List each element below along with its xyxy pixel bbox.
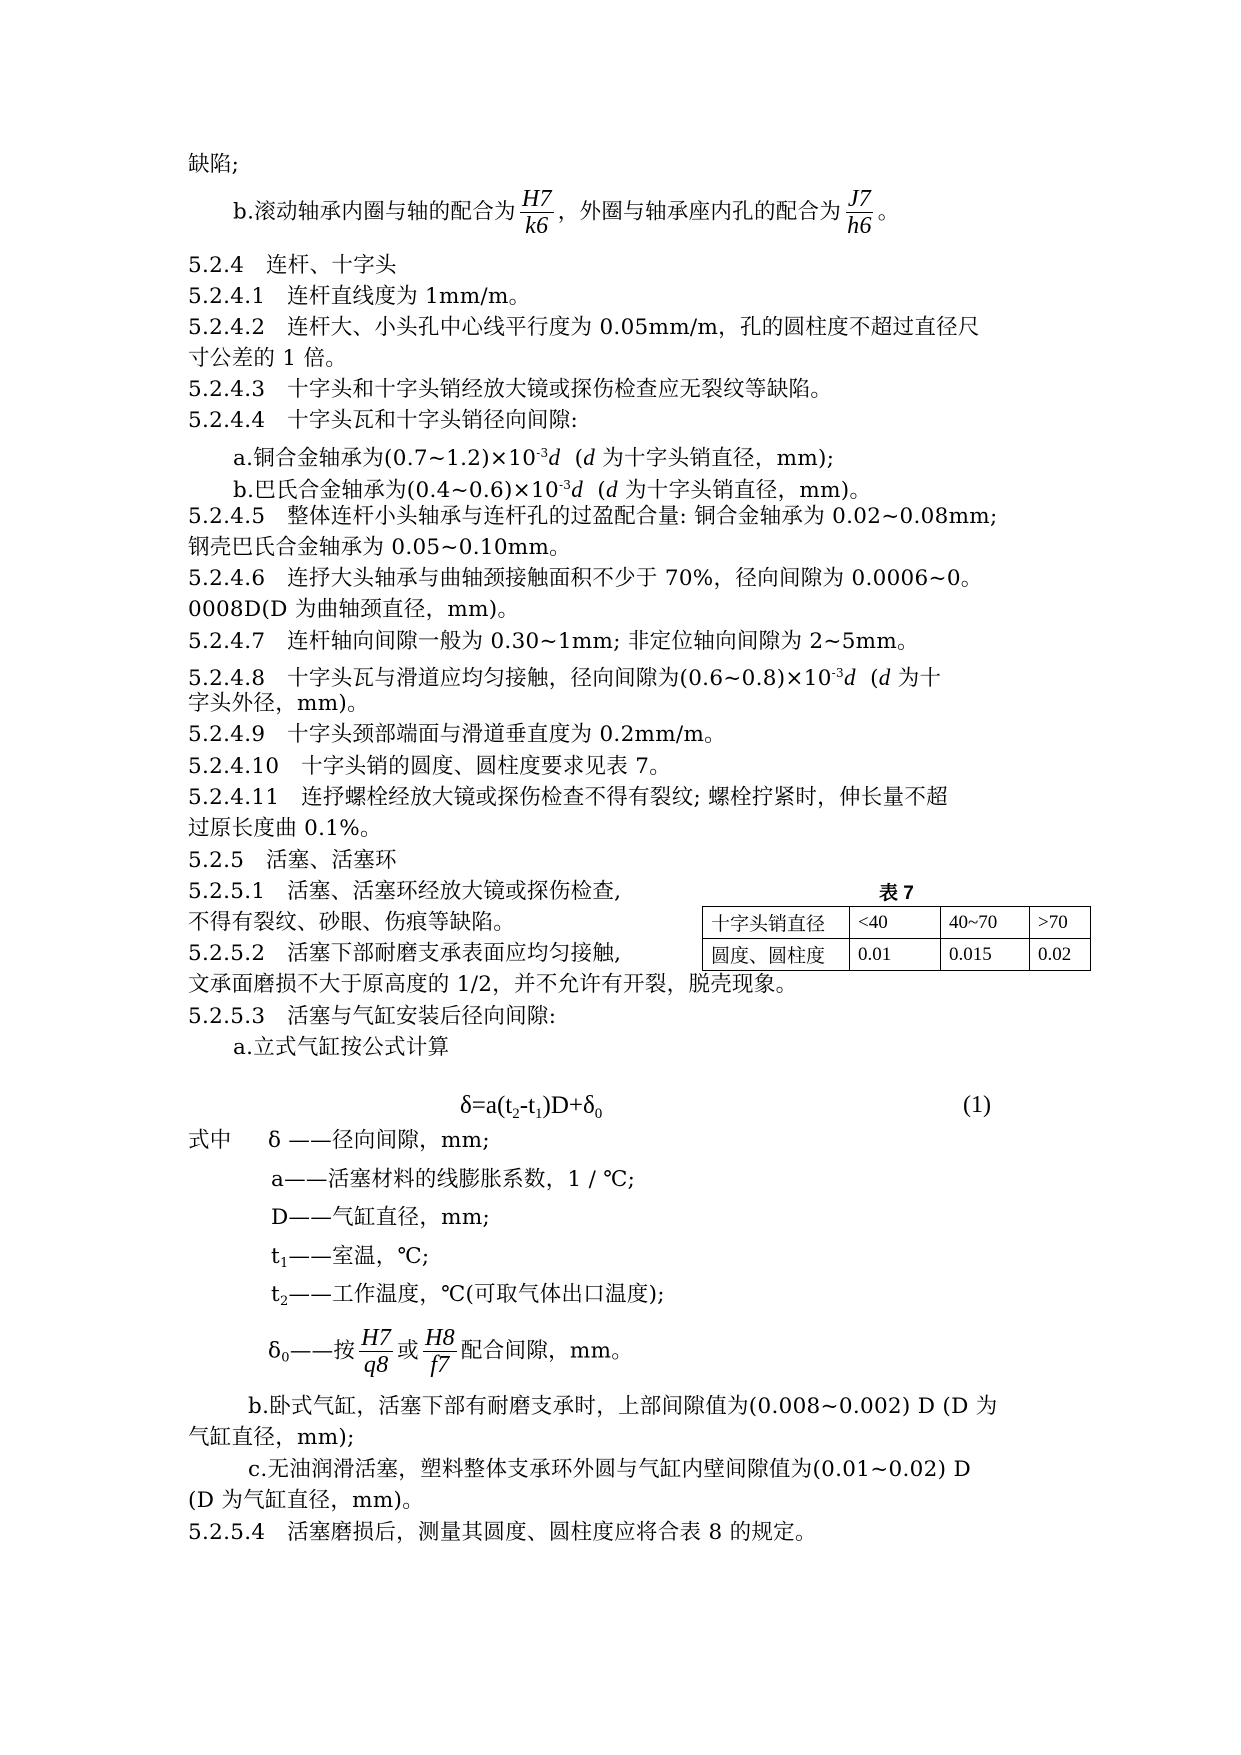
text-line: 气缸直径，mm); [188, 1425, 355, 1450]
text-line: a.铜合金轴承为$(0.7\sim 1.2)\times 10^{-3}d$ (d 为十字头销直径，mm); [233, 445, 835, 471]
text-line: a.立式气缸按公式计算 [233, 1035, 450, 1060]
text-line: 5.2.4.5 整体连杆小头轴承与连杆孔的过盈配合量: 铜合金轴承为 0.02~0.08mm; [188, 504, 998, 529]
text-line: 寸公差的 1 倍。 [188, 346, 348, 371]
text-line: (D 为气缸直径，mm)。 [188, 1488, 425, 1513]
text-line: 5.2.4.1 连杆直线度为 1mm/m。 [188, 284, 531, 309]
table-row [703, 939, 1091, 971]
legend-item: $\delta_0——$按 $\frac{H7}{q8}$ 或 $\frac{H8}{f7}$ 配合间隙，mm。 [268, 1325, 634, 1378]
text-line: 5.2.4.6 连抒大头轴承与曲轴颈接触面积不少于 70%，径向间隙为 0.0006~0。 [188, 566, 983, 591]
text-line: 5.2.4.8 十字头瓦与滑道应均匀接触，径向间隙为$(0.6\sim 0.8)\times 10^{-3}d$ (d 为十 [188, 665, 942, 691]
fraction-h7-q8: $\frac{H7}{q8}$ [361, 1325, 392, 1378]
text-line: 钢壳巴氏合金轴承为 0.05~0.10mm。 [188, 535, 571, 560]
fraction-h7-k6: $\frac{H7}{k6}$ [521, 186, 552, 239]
text-line: b.巴氏合金轴承为$(0.4\sim 0.6)\times 10^{-3}d$ (d 为十字头销直径，mm)。 [233, 477, 872, 503]
table-cell: 0.02 [1030, 939, 1091, 971]
text-line: 5.2.5.1 活塞、活塞环经放大镜或探伤检查, [188, 879, 622, 904]
text-line: b.卧式气缸，活塞下部有耐磨支承时，上部间隙值为(0.008~0.002) D (D 为 [248, 1394, 998, 1419]
text-line: 缺陷; [188, 152, 240, 177]
formula-1: $\delta=a(t_2-t_1)D+\delta_0$ [460, 1092, 603, 1122]
text-line: 字头外径，mm)。 [188, 691, 369, 716]
fraction-j7-h6: $\frac{J7}{h6}$ [847, 186, 872, 239]
fraction-h8-f7: $\frac{H8}{f7}$ [424, 1325, 455, 1378]
text-line: 5.2.4.11 连抒螺栓经放大镜或探伤检查不得有裂纹; 螺栓拧紧时，伸长量不超 [188, 785, 948, 810]
equation-number: (1) [963, 1092, 991, 1118]
text-line: c.无油润滑活塞，塑料整体支承环外圆与气缸内壁间隙值为(0.01~0.02) D [248, 1457, 971, 1482]
text-line: 5.2.4.4 十字头瓦和十字头销径向间隙: [188, 408, 579, 433]
table-cell: 0.01 [850, 939, 941, 971]
text-line: 过原长度曲 0.1%。 [188, 816, 382, 841]
table-cell: 40~70 [941, 907, 1030, 939]
text-line: 不得有裂纹、砂眼、伤痕等缺陷。 [188, 910, 516, 935]
text-line: 5.2.4.9 十字头颈部端面与滑道垂直度为 0.2mm/m。 [188, 722, 726, 747]
table-cell: <40 [850, 907, 941, 939]
legend-item: $t_2——$工作温度，℃(可取气体出口温度); [271, 1282, 665, 1309]
text-line: 5.2.4.3 十字头和十字头销经放大镜或探伤检查应无裂纹等缺陷。 [188, 377, 833, 402]
text-line: 0008D(D 为曲轴颈直径，mm)。 [188, 597, 520, 622]
text-line: 5.2.4.2 连杆大、小头孔中心线平行度为 0.05mm/m，孔的圆柱度不超过直径尺 [188, 315, 980, 340]
legend-item: $t_1——$室温，℃; [271, 1244, 430, 1271]
table-row [703, 907, 1091, 939]
legend-label: 式中 [188, 1128, 232, 1153]
text-line: 5.2.5.3 活塞与气缸安装后径向间隙: [188, 1004, 557, 1029]
table-7 [702, 906, 1091, 971]
table-cell: 圆度、圆柱度 [703, 939, 850, 971]
table-cell: 十字头销直径 [703, 907, 850, 939]
text-line: 5.2.4.7 连杆轴向间隙一般为 0.30~1mm; 非定位轴向间隙为 2~5mm。 [188, 629, 919, 654]
legend-item: a——活塞材料的线膨胀系数，1 / ℃; [271, 1167, 636, 1192]
section-heading: 5.2.5 活塞、活塞环 [188, 848, 397, 873]
section-heading: 5.2.4 连杆、十字头 [188, 253, 397, 278]
text-line: 5.2.5.2 活塞下部耐磨支承表面应均匀接触, [188, 941, 622, 966]
legend-item: δ ——径向间隙，mm; [268, 1128, 490, 1153]
text-line: 5.2.4.10 十字头销的圆度、圆柱度要求见表 7。 [188, 754, 672, 779]
table-cell: >70 [1030, 907, 1091, 939]
table-caption: 表 7 [879, 883, 914, 904]
text-line-fit: b.滚动轴承内圈与轴的配合为 $\frac{H7}{k6}$ ，外圈与轴承座内孔的配合为 $\frac{J7}{h6}$ 。 [233, 186, 900, 239]
text-line: 5.2.5.4 活塞磨损后，测量其圆度、圆柱度应将合表 8 的规定。 [188, 1520, 817, 1545]
table-cell: 0.015 [941, 939, 1030, 971]
text-line: 文承面磨损不大于原高度的 1/2，并不允许有开裂，脱壳现象。 [188, 972, 798, 997]
legend-item: D——气缸直径，mm; [271, 1205, 491, 1230]
